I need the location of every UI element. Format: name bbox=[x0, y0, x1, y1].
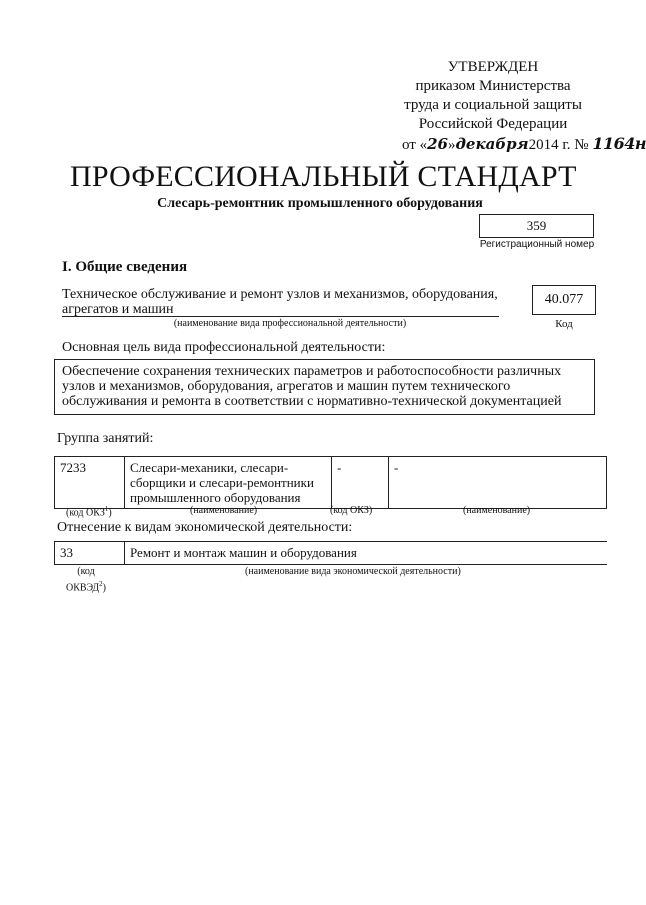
goal-box: Обеспечение сохранения технических параметров и работоспособности различных узлов и механизмов, оборудования, агрегатов и машин путем технического обслуживания и ремонта в соответствии с нормативно-технической документацией bbox=[54, 359, 595, 415]
table-row bbox=[55, 542, 608, 565]
activity-underline bbox=[62, 316, 499, 317]
occupation-name-cell-2: - bbox=[389, 457, 607, 509]
activity-code-caption: Код bbox=[555, 318, 573, 330]
registration-number-caption: Регистрационный номер bbox=[479, 239, 595, 250]
approval-order-line bbox=[388, 134, 646, 155]
activity-caption: (наименование вида профессиональной деятельности) bbox=[173, 318, 407, 329]
date-mid: » bbox=[447, 137, 456, 153]
document-title: ПРОФЕССИОНАЛЬНЫЙ СТАНДАРТ bbox=[70, 160, 577, 193]
standard-name: Слесарь-ремонтник промышленного оборудования bbox=[157, 196, 483, 211]
approval-line-1: приказом Министерства bbox=[415, 78, 571, 94]
approval-heading: УТВЕРЖДЕН bbox=[447, 59, 539, 75]
date-month: декабря bbox=[455, 135, 529, 153]
okz-code-caption-2: (код ОКЗ) bbox=[330, 505, 373, 516]
approval-line-2: труда и социальной защиты bbox=[404, 97, 582, 113]
occupation-name-caption: (наименование) bbox=[190, 505, 258, 516]
date-year: 2014 г. № bbox=[528, 137, 589, 153]
occupation-group-label: Группа занятий: bbox=[57, 431, 154, 446]
okz-code-cell: 7233 bbox=[55, 457, 125, 509]
okved-code-caption: (код ОКВЭД$^2$) bbox=[66, 566, 106, 594]
okz-code-caption: (код ОКЗ$^1$) bbox=[66, 505, 112, 519]
section-title: I. Общие сведения bbox=[62, 259, 188, 275]
approval-block bbox=[388, 58, 646, 155]
goal-label: Основная цель вида профессиональной деятельности: bbox=[62, 340, 386, 355]
registration-number-box: 359 bbox=[479, 214, 594, 238]
table-row bbox=[55, 457, 607, 509]
economic-activity-table bbox=[54, 541, 607, 565]
okz-code-cell-2: - bbox=[332, 457, 389, 509]
activity-name: Техническое обслуживание и ремонт узлов и механизмов, оборудования, агрегатов и машин bbox=[62, 287, 498, 317]
date-prefix: от « bbox=[402, 137, 428, 153]
economic-activity-caption: (наименование вида экономической деятельности) bbox=[245, 566, 461, 577]
occupation-name-cell: Слесари-механики, слесари-сборщики и слесари-ремонтники промышленного оборудования bbox=[125, 457, 332, 509]
occupation-name-caption-2: (наименование) bbox=[463, 505, 531, 516]
economic-activity-label: Отнесение к видам экономической деятельности: bbox=[57, 520, 353, 535]
occupation-group-table bbox=[54, 456, 607, 509]
order-number: 1164н bbox=[592, 134, 646, 153]
activity-code-box: 40.077 bbox=[532, 285, 596, 315]
date-day: 26 bbox=[427, 135, 448, 153]
economic-activity-name-cell: Ремонт и монтаж машин и оборудования bbox=[125, 542, 608, 565]
approval-line-3: Российской Федерации bbox=[418, 116, 568, 132]
okved-code-cell: 33 bbox=[55, 542, 125, 565]
